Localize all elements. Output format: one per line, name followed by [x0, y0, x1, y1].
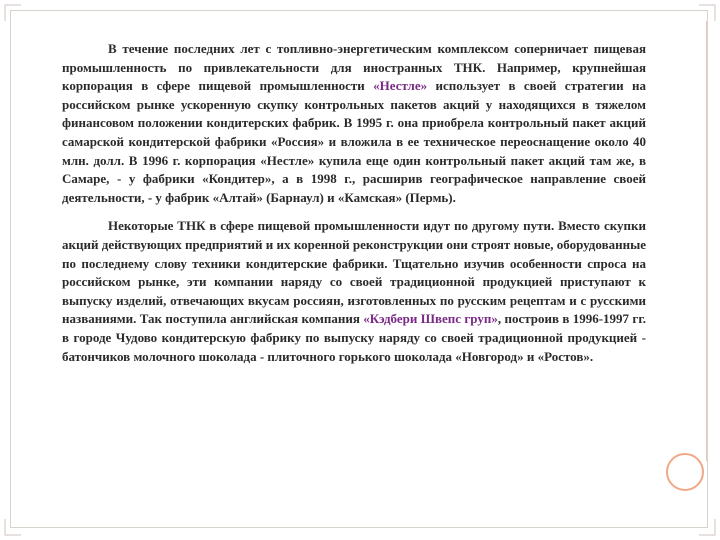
paragraph-1-text-cont: использует в своей стратегии на российском рынке ускоренную скупку контрольных пакетов акций у находящихся в тяжелом финансовом положении кондитерских фабрик. В 1995 г. она приобрела контрольный пакет акций самарской кондитерской фабрики «Россия» и вложила в ее техническое переоснащение около 40 млн. долл. В 1996 г. корпорация «Нестле» купила еще один контрольный пакет акций там же, в Самаре, - у фабрики «Кондитер», а в 1998 г., расширив географическое направление своей деятельности, - у фабрик «Алтай» (Барнаул) и «Камская» (Пермь). [62, 78, 646, 205]
slide-body-text [62, 40, 646, 366]
corner-ornament-top-left [4, 4, 22, 22]
nestle-link[interactable]: «Нестле» [373, 78, 428, 94]
paragraph-1-text: В течение последних лет с топливно-энергетическим комплексом соперничает пищевая промышленность по привлекательности для иностранных ТНК. Например, крупнейшая корпорация в сфере пищевой промышленности [62, 41, 646, 94]
corner-ornament-top-right [698, 4, 716, 22]
corner-ornament-bottom-right [698, 518, 716, 536]
cadbury-link[interactable]: «Кэдбери Швепс груп» [363, 311, 498, 327]
paragraph-2 [62, 217, 646, 366]
paragraph-1 [62, 40, 646, 207]
frame-accent-line [706, 21, 707, 461]
paragraph-2-text-cont: , построив в 1996-1997 гг. в городе Чудово кондитерскую фабрику по выпуску наряду со своей традиционной продукцией - батончиков молочного шоколада - плиточного горького шоколада «Новгород» и «Ростов». [62, 311, 646, 364]
corner-ornament-bottom-left [4, 518, 22, 536]
decorative-circle-icon [666, 453, 704, 491]
paragraph-2-text: Некоторые ТНК в сфере пищевой промышленности идут по другому пути. Вместо скупки акций действующих предприятий и их коренной реконструкции они строят новые, оборудованные по последнему слову техники кондитерские фабрики. Тщательно изучив особенности спроса на российском рынке, эти компании наряду со своей традиционной продукцией приступают к выпуску изделий, отвечающих вкусам россиян, изготовленных по русским рецептам и с русскими названиями. Так поступила английская компания [62, 218, 646, 327]
